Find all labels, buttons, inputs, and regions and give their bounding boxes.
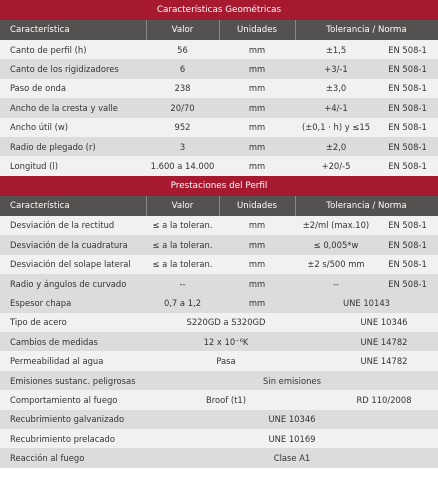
header-valor: Valor [171, 200, 194, 211]
performance-banner: Prestaciones del Perfil [0, 176, 438, 196]
row-value: 0,7 a 1,2 [163, 297, 202, 308]
row-label: Radio y ángulos de curvado [10, 278, 127, 289]
row-norm: UNE 14782 [360, 356, 408, 367]
row-label: Ancho de la cresta y valle [10, 102, 118, 113]
table-row [0, 332, 438, 351]
header-tolerancia: Tolerancia / Norma [326, 200, 407, 211]
row-tolerance: (±0,1 · h) y ≤15 [301, 122, 371, 133]
row-value: 56 [177, 44, 188, 55]
table-row [0, 351, 438, 370]
row-unit: mm [248, 278, 266, 289]
table-row [0, 59, 438, 78]
row-norm: EN 508-1 [388, 44, 427, 55]
table-row [0, 293, 438, 312]
table-row [0, 448, 438, 467]
row-norm: EN 508-1 [388, 259, 427, 270]
table-row [0, 118, 438, 137]
row-value: ≤ a la toleran. [152, 239, 213, 250]
table-row [0, 274, 438, 293]
row-unit: mm [248, 141, 266, 152]
row-unit: mm [248, 83, 266, 94]
row-value: 20/70 [170, 102, 195, 113]
row-unit: mm [248, 122, 266, 133]
table-row [0, 235, 438, 254]
table-row [0, 40, 438, 59]
row-label: Desviación del solape lateral [10, 259, 131, 270]
row-tolerance: +20/-5 [321, 161, 351, 172]
row-value: -- [179, 278, 186, 289]
row-norm: UNE 14782 [360, 336, 408, 347]
table-row [0, 79, 438, 98]
row-value: Broof (t1) [205, 394, 246, 405]
table-row [0, 313, 438, 332]
row-norm: UNE 10346 [360, 317, 408, 328]
table-row [0, 390, 438, 409]
row-tolerance: ±2,0 [325, 141, 347, 152]
row-value: UNE 10346 [268, 414, 316, 425]
row-value: 6 [179, 64, 186, 75]
row-value: ≤ a la toleran. [152, 220, 213, 231]
row-value: Pasa [216, 356, 236, 367]
row-label: Desviación de la cuadratura [10, 239, 128, 250]
row-unit: mm [248, 44, 266, 55]
row-tolerance: ≤ 0,005*w [313, 239, 359, 250]
row-label: Reacción al fuego [10, 453, 85, 464]
header-tolerancia: Tolerancia / Norma [326, 25, 407, 35]
header-unidades: Unidades [236, 25, 278, 35]
header-valor: Valor [171, 25, 194, 35]
row-value: ≤ a la toleran. [152, 259, 213, 270]
row-unit: mm [248, 102, 266, 113]
row-norm: EN 508-1 [388, 239, 427, 250]
row-value: 12 x 10⁻⁶K [203, 336, 249, 347]
row-value: 1.600 a 14.000 [150, 161, 215, 172]
row-tolerance: +3/-1 [324, 64, 348, 75]
row-value: 952 [174, 122, 191, 133]
performance-table-body [0, 216, 438, 294]
table-row [0, 429, 438, 448]
table-row [0, 156, 438, 175]
row-tolerance: ±1,5 [325, 44, 347, 55]
row-label: Paso de onda [10, 83, 66, 94]
row-norm: EN 508-1 [388, 141, 427, 152]
row-label: Recubrimiento prelacado [10, 433, 115, 444]
row-tolerance: +4/-1 [324, 102, 348, 113]
row-unit: mm [248, 239, 266, 250]
header-unidades: Unidades [236, 200, 278, 211]
row-unit: mm [248, 220, 266, 231]
table-row [0, 216, 438, 235]
row-label: Espesor chapa [10, 297, 72, 308]
row-norm: EN 508-1 [388, 161, 427, 172]
row-norm: EN 508-1 [388, 122, 427, 133]
row-label: Comportamiento al fuego [10, 394, 118, 405]
row-value: 3 [179, 141, 186, 152]
row-value: Clase A1 [273, 453, 311, 464]
row-norm: EN 508-1 [388, 102, 427, 113]
row-label: Recubrimiento galvanizado [10, 414, 125, 425]
table-row [0, 371, 438, 390]
row-label: Radio de plegado (r) [10, 141, 96, 152]
table-row [0, 137, 438, 156]
row-label: Tipo de acero [10, 317, 67, 328]
row-label: Longitud (l) [10, 161, 59, 172]
row-label: Emisiones sustanc. peligrosas [10, 375, 136, 386]
row-unit: mm [248, 64, 266, 75]
geometric-banner: Características Geométricas [0, 0, 438, 20]
row-value: Sin emisiones [263, 375, 321, 386]
row-label: Canto de los rigidizadores [10, 64, 119, 75]
row-label: Desviación de la rectitud [10, 220, 115, 231]
row-unit: mm [248, 161, 266, 172]
header-caracteristica: Característica [10, 200, 70, 211]
row-tolerance: ±3,0 [325, 83, 347, 94]
table-row [0, 410, 438, 429]
row-value: S220GD a S320GD [186, 317, 266, 328]
header-caracteristica: Característica [10, 25, 70, 35]
row-norm: UNE 10143 [343, 297, 390, 308]
geometric-header [0, 20, 438, 40]
row-norm: RD 110/2008 [356, 394, 412, 405]
row-norm: EN 508-1 [388, 64, 427, 75]
row-norm: EN 508-1 [388, 220, 427, 231]
row-tolerance: -- [332, 278, 340, 289]
row-unit: mm [248, 297, 266, 308]
row-norm: EN 508-1 [388, 83, 427, 94]
row-label: Canto de perfil (h) [10, 44, 87, 55]
row-value: 238 [174, 83, 191, 94]
row-label: Ancho útil (w) [10, 122, 69, 133]
row-unit: mm [248, 259, 266, 270]
table-row [0, 255, 438, 274]
row-label: Cambios de medidas [10, 336, 98, 347]
row-tolerance: ±2 s/500 mm [307, 259, 365, 270]
row-tolerance: ±2/ml (max.10) [302, 220, 370, 231]
row-value: UNE 10169 [268, 433, 316, 444]
geometric-table-body [0, 40, 438, 176]
performance-header [0, 196, 438, 216]
row-norm: EN 508-1 [388, 278, 427, 289]
row-label: Permeabilidad al agua [10, 356, 104, 367]
table-row [0, 98, 438, 117]
